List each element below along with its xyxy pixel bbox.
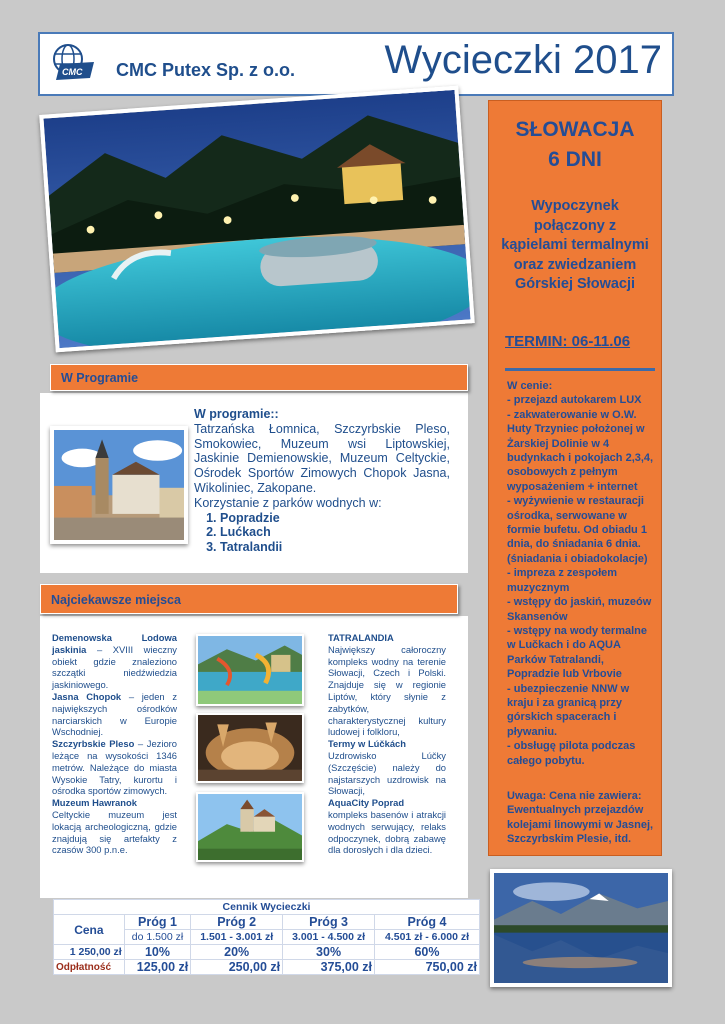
place-desc: Uzdrowisko Lúčky (Szczęście) należy do najstarszych uzdrowisk na Słowacji, bbox=[328, 749, 446, 797]
logo-text: CMC bbox=[62, 67, 83, 77]
mountain-lake-photo bbox=[490, 869, 672, 987]
page-title: Wycieczki 2017 bbox=[384, 38, 662, 82]
place-name: Termy w Lúčkách bbox=[328, 738, 406, 750]
includes-item: - impreza z zespołem muzycznym bbox=[507, 567, 618, 594]
park-item: 2. Lućkach bbox=[220, 525, 450, 540]
range-cell: 4.501 zł - 6.000 zł bbox=[375, 930, 480, 945]
threshold-cell: Próg 2 bbox=[191, 915, 283, 930]
place-desc: Największy całoroczny kompleks wodny na terenie Słowacji, Czech i Polski. Znajduje się w regionie Liptów, który słynie z zabytków, charakterystycznej kultury ludowej i folkloru, bbox=[328, 643, 446, 738]
price-table-title-row bbox=[54, 900, 480, 915]
castle-photo bbox=[196, 792, 304, 862]
includes-heading: W cenie: bbox=[507, 380, 553, 392]
program-section-label: W Programie bbox=[61, 371, 139, 385]
places-section-header bbox=[40, 584, 458, 614]
place-name: Demenowska Lodowa jaskinia bbox=[52, 632, 177, 655]
range-cell: 3.001 - 4.500 zł bbox=[283, 930, 375, 945]
parks-list bbox=[194, 511, 450, 555]
price-excludes-note: Uwaga: Cena nie zawiera: Ewentualnych przejazdów kolejami linowymi w Jasnej, Szczyrbskim Plesie, itd. bbox=[507, 790, 654, 846]
payment-row bbox=[54, 960, 480, 975]
place-desc: kompleks basenów i atrakcji wodnych serwujący, relaks odpoczynek, dobrą zabawę dla dorosłych i dla dzieci. bbox=[328, 808, 446, 856]
place-name: AquaCity Poprad bbox=[328, 797, 405, 809]
range-cell: do 1.500 zł bbox=[124, 930, 191, 945]
program-places: Tatrzańska Łomnica, Szczyrbskie Pleso, Smokowiec, Muzeum wsi Liptowskiej, Jaskinie Demienowskie, Muzeum Celtyckie, Ośrodek Sportów Zimowych Chopok Jasna, Wikoliniec, Zakopane. bbox=[194, 421, 450, 495]
company-name: CMC Putex Sp. z o.o. bbox=[116, 60, 296, 80]
header bbox=[38, 32, 674, 96]
threshold-cell: Próg 3 bbox=[283, 915, 375, 930]
place-desc: – jeden z największych ośrodków narciarskich w Europie Wschodniej. bbox=[52, 690, 178, 738]
aquapark-photo bbox=[196, 634, 304, 706]
threshold-cell: Próg 4 bbox=[375, 915, 480, 930]
includes-item: - wstępy do jaskiń, muzeów Skansenów bbox=[507, 596, 652, 623]
places-left-column bbox=[52, 632, 177, 856]
parks-intro: Korzystanie z parków wodnych w: bbox=[194, 495, 382, 510]
payment-cell: 250,00 zł bbox=[191, 960, 283, 975]
trip-dates: TERMIN: 06-11.06 bbox=[505, 333, 631, 350]
percent-row bbox=[54, 945, 480, 960]
places-section-label: Najciekawsze miejsca bbox=[51, 593, 181, 607]
program-heading: W programie:: bbox=[194, 407, 279, 421]
trip-subtitle: Wypoczynek połączony z kąpielami termalnymi oraz zwiedzaniem Górskiej Słowacji bbox=[501, 198, 649, 292]
thermal-pool-photo bbox=[39, 86, 475, 353]
destination-country: SŁOWACJA bbox=[515, 118, 635, 141]
place-name: Jasna Chopok bbox=[52, 690, 122, 702]
program-text bbox=[194, 407, 450, 555]
includes-item: - ubezpieczenie NNW w kraju i za granicą przy górskich spacerach i pływaniu. bbox=[507, 682, 630, 738]
odplatnosc-label: Odpłatność bbox=[54, 960, 125, 975]
price-table-title: Cennik Wycieczki bbox=[54, 900, 480, 915]
park-item: 1. Popradzie bbox=[220, 511, 450, 526]
threshold-row bbox=[54, 915, 480, 930]
percent-cell: 20% bbox=[191, 945, 283, 960]
place-name: Muzeum Hawranok bbox=[52, 797, 137, 809]
divider bbox=[505, 368, 655, 371]
place-entry bbox=[52, 691, 177, 738]
threshold-cell: Próg 1 bbox=[124, 915, 191, 930]
payment-cell: 750,00 zł bbox=[375, 960, 480, 975]
percent-cell: 30% bbox=[283, 945, 375, 960]
cmc-logo-icon bbox=[48, 42, 96, 82]
range-cell: 1.501 - 3.001 zł bbox=[191, 930, 283, 945]
place-name: Szczyrbskie Pleso bbox=[52, 738, 135, 750]
includes-item: - obsługę pilota podczas całego pobytu. bbox=[507, 740, 636, 767]
cena-label: Cena bbox=[54, 915, 125, 945]
town-square-photo bbox=[50, 426, 188, 544]
includes-item: - zakwaterowanie w O.W. Huty Trzyniec położonej w Żarskiej Dolinie w 4 budynkach i pokojach 2,3,4, osobowych z pełnym wyposażeniem + internet bbox=[507, 408, 654, 493]
places-right-column bbox=[328, 632, 446, 856]
park-item: 3. Tatralandii bbox=[220, 540, 450, 555]
destination-title bbox=[489, 115, 661, 175]
offer-sidebar bbox=[488, 100, 662, 856]
place-name: TATRALANDIA bbox=[328, 632, 394, 643]
percent-cell: 60% bbox=[375, 945, 480, 960]
base-price: 1 250,00 zł bbox=[54, 945, 125, 960]
place-desc: Celtyckie muzeum jest lokacją archeologiczną, gdzie znajdują się artefakty z czasów 300 p.n.e. bbox=[52, 808, 177, 856]
place-entry bbox=[52, 738, 177, 797]
price-table bbox=[53, 899, 480, 975]
place-entry bbox=[52, 632, 177, 690]
includes-item: - wyżywienie w restauracji ośrodka, serwowane w formie bufetu. Od obiadu 1 dnia, do śniadania 6 dnia. (śniadania i obiadokolacje) bbox=[507, 495, 648, 565]
includes-item: - wstępy na wody termalne w Lučkach i do AQUA Parków Tatralandi, Popradzie lub Vrbovie bbox=[507, 624, 647, 681]
includes-item: - przejazd autokarem LUX bbox=[507, 394, 642, 407]
place-desc: – XVIII wieczny obiekt gdzie znaleziono szczątki niedźwiedzia jaskiniowego. bbox=[52, 643, 177, 691]
destination-duration: 6 DNI bbox=[548, 148, 602, 171]
program-section-header bbox=[50, 364, 468, 391]
place-desc: – Jezioro leżące na wysokości 1346 metrów. Należące do miasta Wysokie Tatry, kurortu i ośrodka sportów zimowych. bbox=[52, 738, 177, 797]
payment-cell: 375,00 zł bbox=[283, 960, 375, 975]
payment-cell: 125,00 zł bbox=[124, 960, 191, 975]
percent-cell: 10% bbox=[124, 945, 191, 960]
cave-photo bbox=[196, 713, 304, 783]
price-includes-list bbox=[507, 379, 655, 768]
